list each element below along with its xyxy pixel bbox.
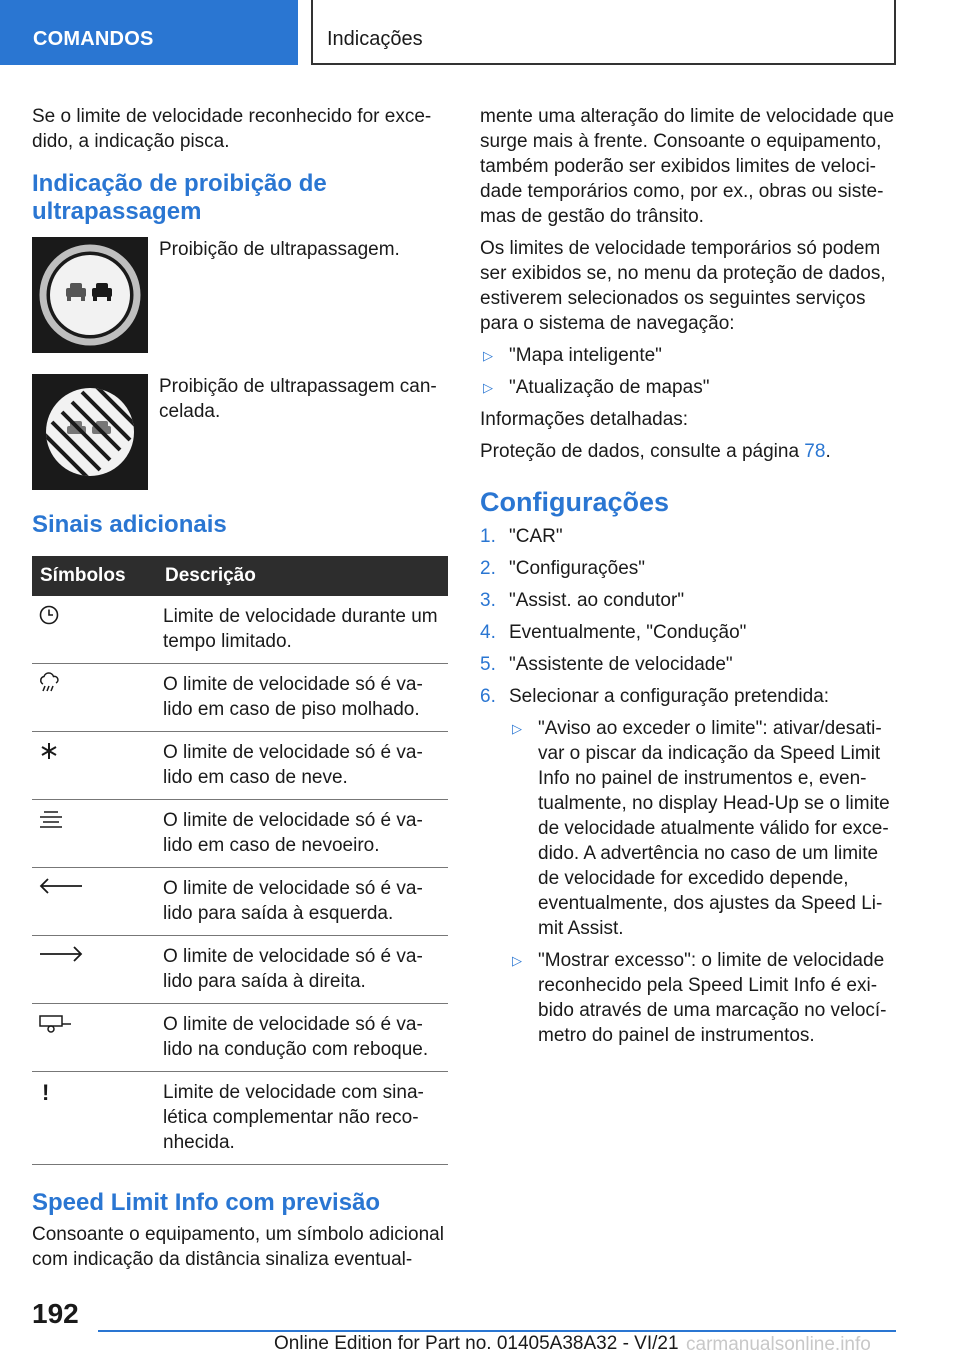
section-tab[interactable]: COMANDOS	[0, 0, 298, 65]
heading-overtaking: Indicação de proibição de ultrapassagem	[32, 170, 327, 225]
footer-divider	[98, 1330, 896, 1332]
row-description: O limite de velocidade só é va-lido na condução com reboque.	[157, 1004, 448, 1072]
sign-row-no-overtaking	[32, 237, 448, 353]
bullet-triangle-icon: ▷	[512, 721, 522, 736]
privacy-reference: Proteção de dados, consulte a página 78.	[480, 441, 831, 462]
footer-edition: Online Edition for Part no. 01405A38A32 - VI/21	[274, 1333, 679, 1354]
row-description: Limite de velocidade com sina-lética complementar não reco-nhecida.	[157, 1072, 448, 1165]
paragraph-2: Os limites de velocidade temporários só podem ser exibidos se, no menu da proteção de dados, estiverem selecionados os seguintes serviços para o sistema de navegação:	[480, 238, 886, 334]
list-item: ▷ "Mostrar excesso": o limite de velocidade reconhecido pela Speed Limit Info é exi-bido através de uma marcação no velocí-metro do painel de instrumentos.	[480, 948, 898, 1048]
list-item: 4. Eventualmente, "Condução"	[480, 622, 747, 643]
symbols-table	[32, 556, 448, 1165]
intro-text: Se o limite de velocidade reconhecido for exce-dido, a indicação pisca.	[32, 106, 432, 152]
table-row	[32, 936, 448, 1004]
trailer-icon	[38, 1012, 72, 1041]
left-column	[32, 104, 448, 1279]
list-item: ▷ "Aviso ao exceder o limite": ativar/desati-var o piscar da indicação da Speed Limit Info no painel de instrumentos e, even-tualmente, no display Head-Up se o limite de velocidade atualmente válido for exce-dido. A advertência no caso de um limite de velocidade for excedido depende, eventualmente, dos ajustes da Speed Li-mit Assist.	[480, 716, 898, 941]
heading-forecast: Speed Limit Info com previsão	[32, 1189, 381, 1216]
watermark: carmanualsonline.info	[686, 1334, 871, 1355]
col-header-description: Descrição	[157, 556, 448, 596]
exclamation-icon: !	[42, 1080, 50, 1105]
forecast-text: Consoante o equipamento, um símbolo adicional com indicação da distância sinaliza eventual-	[32, 1224, 444, 1270]
table-row	[32, 732, 448, 800]
bullet-triangle-icon: ▷	[512, 953, 522, 968]
arrow-left-icon	[38, 876, 84, 903]
list-item: 5. "Assistente de velocidade"	[480, 654, 733, 675]
bullet-triangle-icon: ▷	[483, 348, 493, 363]
table-row	[32, 868, 448, 936]
heading-configurations: Configurações	[480, 487, 670, 517]
table-row	[32, 596, 448, 664]
right-column	[480, 104, 898, 1055]
arrow-right-icon	[38, 944, 84, 971]
list-item: 3. "Assist. ao condutor"	[480, 590, 685, 611]
row-description: O limite de velocidade só é va-lido para saída à direita.	[157, 936, 448, 1004]
chapter-title: Indicações	[311, 0, 896, 65]
page-number: 192	[32, 1298, 79, 1329]
list-item: 1. "CAR"	[480, 526, 563, 547]
row-description: O limite de velocidade só é va-lido em caso de piso molhado.	[157, 664, 448, 732]
table-row	[32, 1072, 448, 1165]
fog-icon	[38, 808, 64, 837]
sign2-text: Proibição de ultrapassagem can-celada.	[159, 376, 437, 422]
list-item: 6. Selecionar a configuração pretendida:	[480, 686, 830, 707]
list-item: 2. "Configurações"	[480, 558, 646, 579]
col-header-symbols: Símbolos	[32, 556, 157, 596]
snowflake-icon	[38, 740, 60, 769]
bullet-triangle-icon: ▷	[483, 380, 493, 395]
heading-additional-signs: Sinais adicionais	[32, 511, 227, 538]
list-item: ▷ "Atualização de mapas"	[480, 375, 898, 400]
no-overtaking-sign-icon	[32, 237, 148, 353]
rain-cloud-icon	[38, 672, 62, 703]
sign1-text: Proibição de ultrapassagem.	[159, 239, 400, 260]
details-label: Informações detalhadas:	[480, 409, 689, 430]
table-row	[32, 664, 448, 732]
end-no-overtaking-sign-icon	[32, 374, 148, 490]
page-reference-link[interactable]: 78	[804, 441, 826, 462]
row-description: O limite de velocidade só é va-lido em caso de nevoeiro.	[157, 800, 448, 868]
table-row	[32, 1004, 448, 1072]
row-description: Limite de velocidade durante um tempo limitado.	[157, 596, 448, 664]
list-item: ▷ "Mapa inteligente"	[480, 343, 898, 368]
row-description: O limite de velocidade só é va-lido para saída à esquerda.	[157, 868, 448, 936]
row-description: O limite de velocidade só é va-lido em caso de neve.	[157, 732, 448, 800]
table-row	[32, 800, 448, 868]
sign-row-end-no-overtaking	[32, 374, 448, 490]
paragraph-1: mente uma alteração do limite de velocidade que surge mais à frente. Consoante o equipamento, também poderão ser exibidos limites de veloci-dade temporários como, por ex., obras ou siste-mas de gestão do trânsito.	[480, 106, 895, 227]
clock-icon	[38, 604, 60, 633]
